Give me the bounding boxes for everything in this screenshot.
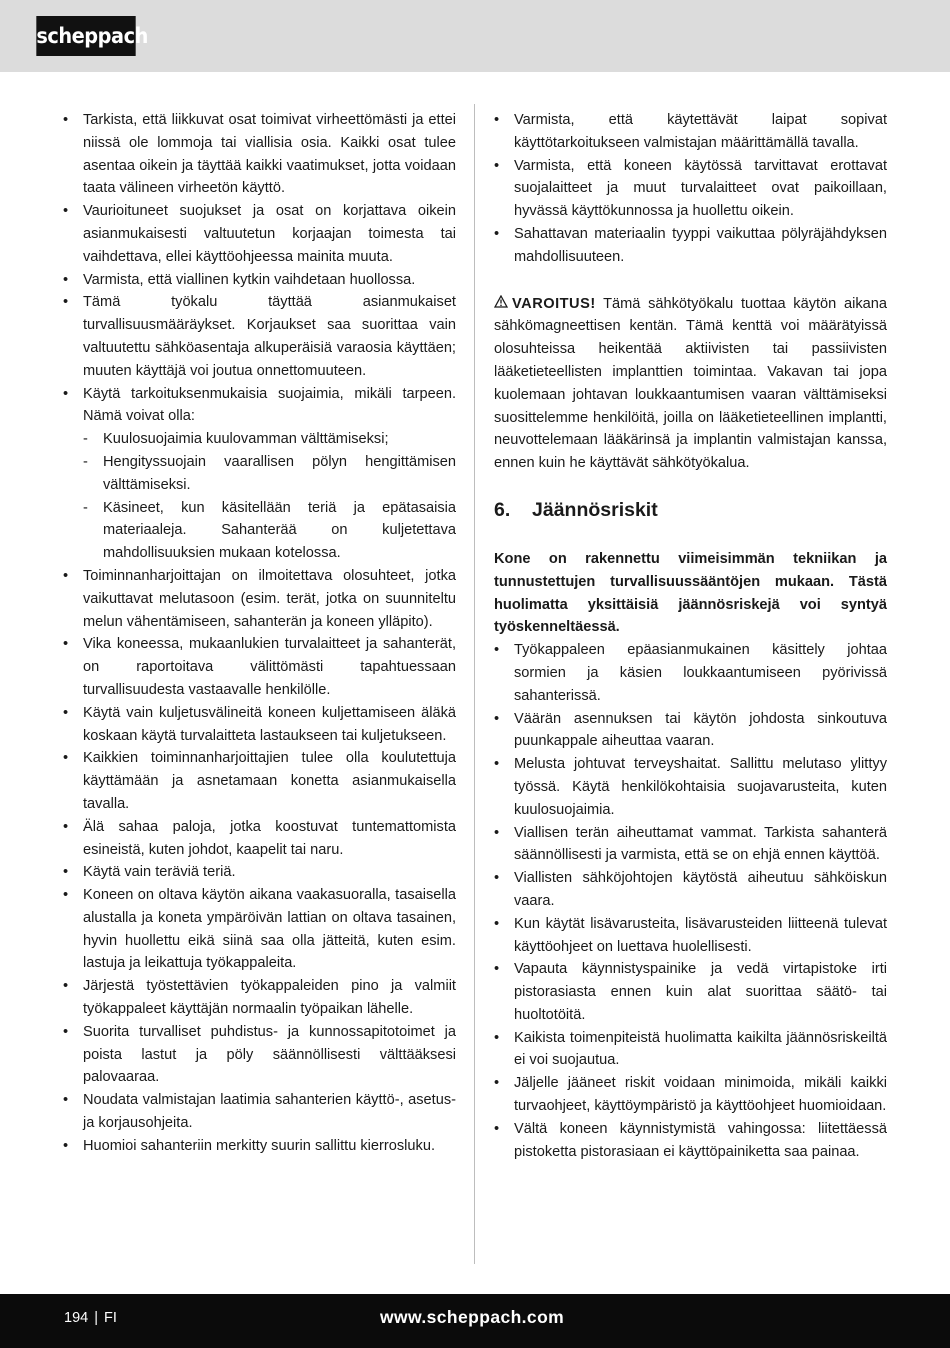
warning-text: Tämä sähkötyökalu tuottaa käytön aikana sähkömagneettisen kentän. Tämä kenttä voi määrätyissä olosuhteissa heikentää aktiivisten tai passiivisten lääketieteellisten implanttien toimintaa. Vakavan tai jopa kuolemaan johtavan loukkaantumisen vaaran välttämiseksi suosittelemme henkilöitä, joilla on lääketieteellinen implantti, neuvottelemaan lääkärinsä ja implantin valmistajan kanssa, ennen kuin he käyttävät sähkötyökalua. [494, 295, 887, 472]
list-item: • Sahattavan materiaalin tyyppi vaikuttaa pölyräjähdyksen mahdollisuuteen. [494, 223, 887, 269]
list-item: • Tämä työkalu täyttää asianmukaiset turvallisuusmääräykset. Korjaukset saa suorittaa vain valtuutettu sähköasentaja alkuperäisiä varaosia käyttäen; muuten käyttäjä voi joutua onnettomuuteen. [63, 291, 456, 382]
list-item: • Vapauta käynnistyspainike ja vedä virtapistoke irti pistorasiasta ennen kuin alat suorittaa säätö- tai huoltotöitä. [494, 958, 887, 1026]
list-item: • Viallisen terän aiheuttamat vammat. Tarkista sahanterä säännöllisesti ja varmista, että se on ehjä ennen käyttöä. [494, 822, 887, 868]
list-item: • Huomioi sahanteriin merkitty suurin sallittu kierrosluku. [63, 1135, 456, 1158]
list-item: • Varmista, että koneen käytössä tarvittavat erottavat suojalaitteet ja muut turvalaitteet ovat paikoillaan, hyvässä käyttökunnossa ja huollettu oikein. [494, 155, 887, 223]
list-item: • Kaikkien toiminnanharjoittajien tulee olla koulutettuja käyttämään ja asnetamaan konetta asianmukaisella tavalla. [63, 747, 456, 815]
section-lead: Kone on rakennettu viimeisimmän tekniikan ja tunnustettujen turvallisuussääntöjen mukaan. Tästä huolimatta yksittäisiä jäännösriskejä voi syntyä työskenneltäessä. [494, 550, 887, 636]
sub-list-item: - Käsineet, kun käsitellään teriä ja epätasaisia materiaaleja. Sahanterää on kuljetettava mahdollisuuksien mukaan kotelossa. [83, 499, 456, 562]
list-item: • Käytä vain kuljetusvälineitä koneen kuljettamiseen äläkä koskaan käytä turvalaitteta lastaukseen tai kuljetukseen. [63, 702, 456, 748]
header-bar [0, 0, 950, 72]
section-number: 6. [494, 498, 511, 521]
right-column [494, 109, 887, 1163]
section-heading [494, 496, 887, 524]
list-item: • Tarkista, että liikkuvat osat toimivat virheettömästi ja ettei niissä ole lommoja tai viallisia osia. Kaikki osat tulee asentaa oikein ja täyttää kaikki vaatimukset, jotta voidaan taata välineen virheetön käyttö. [63, 109, 456, 200]
sub-list-item: - Kuulosuojaimia kuulovamman välttämiseksi; [83, 431, 389, 448]
list-item: • Varmista, että käytettävät laipat sopivat käyttötarkoitukseen valmistajan määrittämällä tavalla. [494, 109, 887, 155]
website-link[interactable]: www.scheppach.com [380, 1307, 565, 1327]
list-item: • Järjestä työstettävien työkappaleiden pino ja valmiit työkappaleet käyttäjän normaalin työpaikan lähelle. [63, 975, 456, 1021]
column-divider [474, 104, 475, 1264]
list-item: • Työkappaleen epäasianmukainen käsittely johtaa sormien ja käsien loukkaantumiseen pyörivissä sahanterissä. [494, 639, 887, 707]
list-item: • Älä sahaa paloja, jotka koostuvat tuntemattomista esineistä, kuten johdot, kaapelit tai naru. [63, 816, 456, 862]
scheppach-logo: scheppach [36, 16, 135, 56]
sub-list-item: - Hengityssuojain vaarallisen pölyn hengittämisen välttämiseksi. [83, 453, 456, 493]
page-number: 194 [64, 1310, 89, 1326]
page-number-group [64, 1310, 117, 1326]
warning-notice [494, 292, 887, 475]
list-item: • Käytä vain teräviä teriä. [63, 861, 456, 884]
list-item: • Koneen on oltava käytön aikana vaakasuoralla, tasaisella alustalla ja koneta ympäröivän lattian on oltava tasainen, hyvin huollettu eikä siinä saa olla jätteitä, kuten esim. lastuja ja leikattuja työkappaleita. [63, 884, 456, 975]
safety-list-continued [494, 109, 887, 269]
warning-triangle-icon [494, 292, 508, 315]
left-column [63, 109, 456, 1158]
list-item: • Väärän asennuksen tai käytön johdosta sinkoutuva puunkappale aiheuttaa vaaran. [494, 708, 887, 754]
footer-bar [0, 1294, 950, 1348]
list-item: • Toiminnanharjoittajan on ilmoitettava olosuhteet, jotka vaikuttavat melutasoon (esim. terät, jotka on suunniteltu melun vähentämiseen, sahanterän ja koneen ylläpito). [63, 565, 456, 633]
list-item: • Suorita turvalliset puhdistus- ja kunnossapitotoimet ja poista lastut ja pöly säännöllisesti välttääksesi palovaaraa. [63, 1021, 456, 1089]
residual-risk-list [494, 639, 887, 1163]
protective-equipment-list [83, 428, 456, 565]
list-item: • Jäljelle jääneet riskit voidaan minimoida, mikäli kaikki turvaohjeet, käyttöympäristö ja käyttöohjeet huomioidaan. [494, 1072, 887, 1118]
list-item: • Kun käytät lisävarusteita, lisävarusteiden liitteenä tulevat käyttöohjeet on luettava huolellisesti. [494, 913, 887, 959]
warning-label: VAROITUS! [512, 295, 596, 312]
list-item: • Melusta johtuvat terveyshaitat. Sallittu melutaso ylittyy työssä. Käytä henkilökohtaisia suojavarusteita, kuten kuulosuojaimia. [494, 753, 887, 821]
list-item: • Vältä koneen käynnistymistä vahingossa: liitettäessä pistoketta pistorasiaan ei käyttöpainiketta saa painaa. [494, 1118, 887, 1164]
list-item: • Vaurioituneet suojukset ja osat on korjattava oikein asianmukaisesti valtuutetun korjaajan toimesta tai vaihdettava, ellei käyttöohjeessa mainita muuta. [63, 200, 456, 268]
footer-separator: | [94, 1310, 98, 1326]
list-item-text: Käytä tarkoituksenmukaisia suojaimia, mikäli tarpeen. Nämä voivat olla: [83, 385, 456, 425]
list-item: • Kaikista toimenpiteistä huolimatta kaikilta jäännösriskeiltä ei voi suojautua. [494, 1027, 887, 1073]
list-item: • Noudata valmistajan laatimia sahanterien käyttö-, asetus- ja korjausohjeita. [63, 1089, 456, 1135]
language-code: FI [103, 1310, 117, 1326]
safety-list [63, 109, 456, 1158]
section-title: Jäännösriskit [532, 498, 658, 521]
list-item: • Viallisten sähköjohtojen käytöstä aiheutuu sähköiskun vaara. [494, 867, 887, 913]
list-item [63, 383, 456, 565]
list-item: • Varmista, että viallinen kytkin vaihdetaan huollossa. [63, 269, 456, 292]
list-item: • Vika koneessa, mukaanlukien turvalaitteet ja sahanterät, on raportoitava välittömästi tapahtuessaan turvallisuudesta vastaavalle henkilölle. [63, 633, 456, 701]
